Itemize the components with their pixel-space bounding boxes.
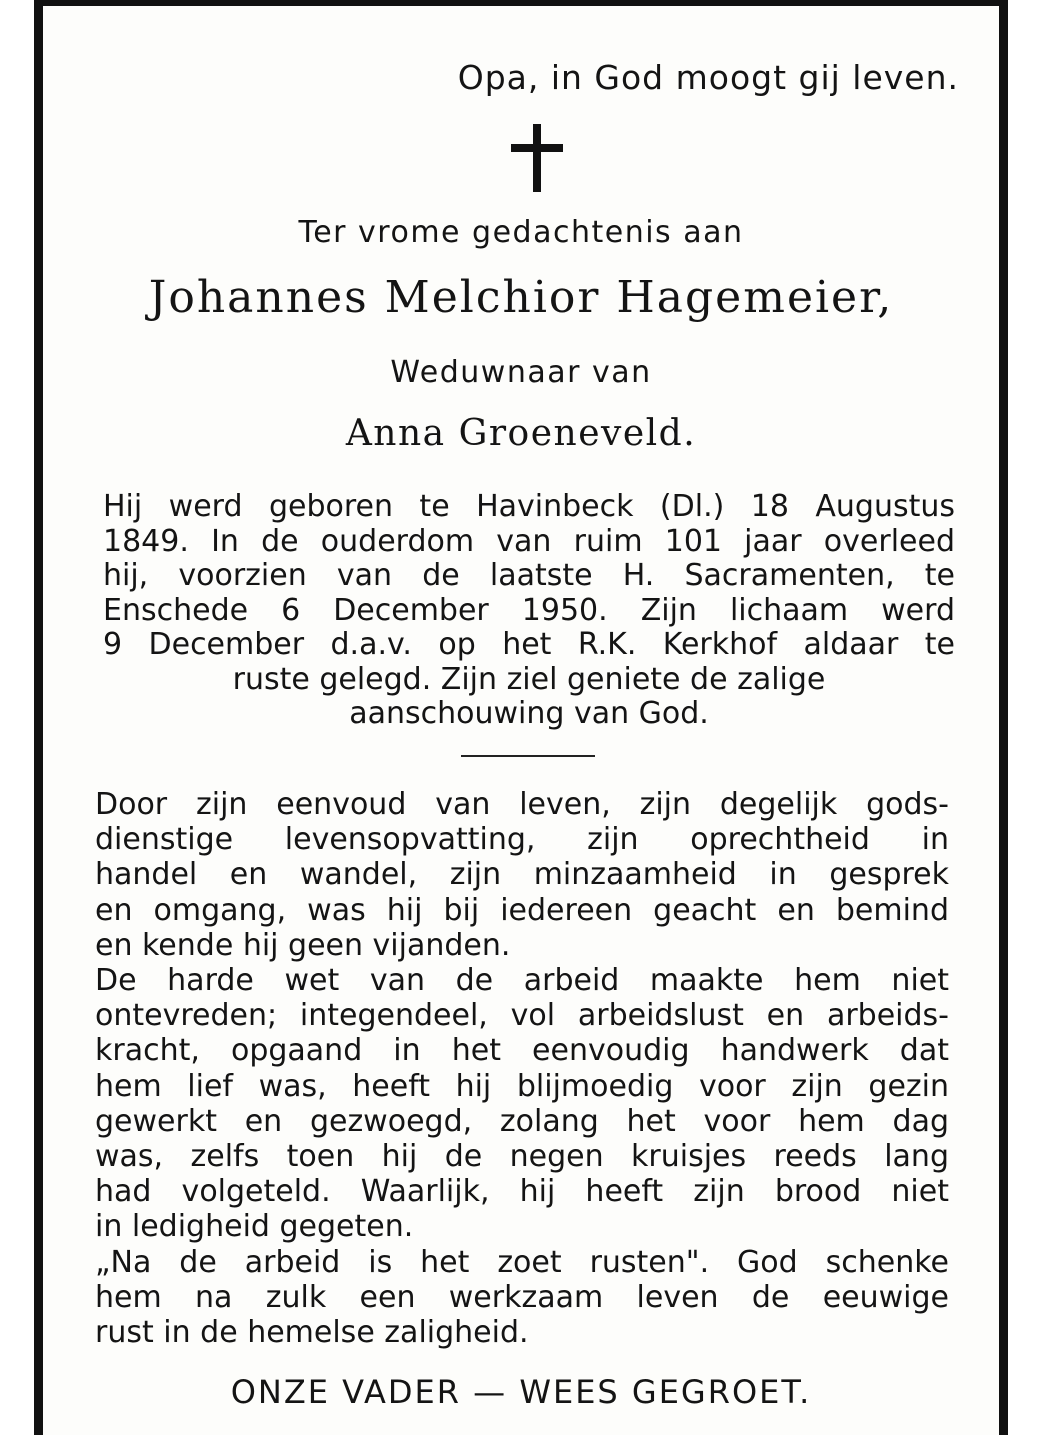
memorial-card bbox=[34, 0, 1008, 1435]
spouse-name: Anna Groeneveld. bbox=[345, 413, 697, 454]
biography-paragraph bbox=[103, 490, 955, 732]
biography-line: hij, voorzien van de laatste H. Sacramenten, te bbox=[103, 558, 955, 593]
tribute-line: in ledigheid gegeten. bbox=[95, 1209, 414, 1245]
tribute-line: De harde wet van de arbeid maakte hem niet bbox=[95, 963, 949, 999]
tribute-line: dienstige levensopvatting, zijn oprechtheid in bbox=[95, 822, 949, 858]
cross-icon bbox=[511, 124, 563, 192]
biography-line: 1849. In de ouderdom van ruim 101 jaar overleed bbox=[103, 523, 955, 559]
tribute-line: kracht, opgaand in het eenvoudig handwerk dat bbox=[95, 1033, 949, 1069]
memorial-intro: Ter vrome gedachtenis aan bbox=[298, 215, 744, 250]
tribute-line: was, zelfs toen hij de negen kruisjes reeds lang bbox=[95, 1139, 949, 1175]
tribute-line: en kende hij geen vijanden. bbox=[95, 927, 511, 963]
tribute-line: rust in de hemelse zaligheid. bbox=[95, 1315, 529, 1351]
tribute-line: had volgeteld. Waarlijk, hij heeft zijn brood niet bbox=[95, 1174, 949, 1210]
tribute-line: ontevreden; integendeel, vol arbeidslust en arbeids- bbox=[95, 998, 949, 1034]
tribute-line: Door zijn eenvoud van leven, zijn degelijk gods- bbox=[95, 787, 949, 822]
motto: Opa, in God moogt gij leven. bbox=[457, 58, 959, 97]
tribute-line: handel en wandel, zijn minzaamheid in gesprek bbox=[95, 857, 949, 893]
tribute-line: „Na de arbeid is het zoet rusten". God schenke bbox=[95, 1244, 949, 1280]
tribute-line: en omgang, was hij bij iedereen geacht en bemind bbox=[95, 892, 949, 928]
widow-of-label: Weduwnaar van bbox=[390, 355, 652, 390]
biography-line: 9 December d.a.v. op het R.K. Kerkhof aldaar te bbox=[103, 627, 955, 662]
biography-line: ruste gelegd. Zijn ziel geniete de zalige bbox=[232, 661, 826, 697]
divider bbox=[461, 755, 595, 757]
closing-prayer: ONZE VADER — WEES GEGROET. bbox=[230, 1373, 812, 1411]
biography-line: Enschede 6 December 1950. Zijn lichaam werd bbox=[103, 592, 955, 628]
biography-line: aanschouwing van God. bbox=[349, 696, 709, 731]
tribute-line: gewerkt en gezwoegd, zolang het voor hem dag bbox=[95, 1103, 949, 1139]
tribute-line: hem lief was, heeft hij blijmoedig voor zijn gezin bbox=[95, 1068, 949, 1104]
deceased-name: Johannes Melchior Hagemeier, bbox=[148, 272, 894, 323]
tribute-paragraph bbox=[95, 787, 949, 1350]
tribute-line: hem na zulk een werkzaam leven de eeuwige bbox=[95, 1279, 949, 1315]
biography-line: Hij werd geboren te Havinbeck (Dl.) 18 Augustus bbox=[103, 489, 955, 524]
